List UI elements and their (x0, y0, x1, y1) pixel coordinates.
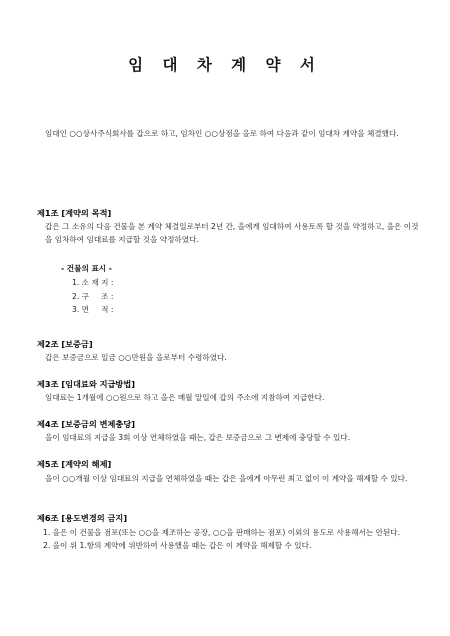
property-heading: - 건물의 표시 - (61, 264, 112, 273)
article-6-item-1: 1. 을은 이 건물을 점포(또는 ○○을 제조하는 공장, ○○을 판매하는 점포) 이외의 용도로 사용해서는 안된다. (43, 528, 401, 537)
article-3-heading: 제3조 [임대료와 지급방법] (37, 379, 135, 389)
article-5-heading: 제5조 [계약의 해제] (37, 459, 112, 469)
article-6-item-2: 2. 을이 위 1.항의 계약에 위반하여 사용했을 때는 갑은 이 계약을 해제할 수 있다. (43, 541, 312, 550)
article-3-body: 임대료는 1개월에 ○○원으로 하고 을은 매월 말일에 갑의 주소에 지참하여 지급한다. (45, 393, 325, 402)
property-item-area: 3. 면 적 : (72, 305, 114, 314)
article-1-heading: 제1조 [계약의 목적] (37, 208, 112, 218)
property-list (72, 276, 113, 317)
article-5-body: 을이 ○○개월 이상 임대료의 지급을 연체하였을 때는 갑은 을에게 아무런 최고 없이 이 계약을 해제할 수 있다. (45, 474, 408, 483)
article-2-heading: 제2조 [보증금] (37, 339, 93, 349)
article-4-heading: 제4조 [보증금의 변제충당] (37, 419, 135, 429)
article-4-body: 을이 임대료의 지급을 3회 이상 연체하였을 때는, 갑은 보증금으로 그 변제에 충당할 수 있다. (45, 433, 351, 442)
article-1-body: 갑은 그 소유의 다음 건물을 본 계약 체결일로부터 2년 간, 을에게 임대하여 사용토록 할 것을 약정하고, 을은 이것을 임차하여 임대료를 지급할 것을 약정하였다. (45, 222, 419, 244)
intro-paragraph: 임대인 ○○상사주식회사를 갑으로 하고, 임차인 ○○상점을 을로 하여 다음과 같이 임대차 계약을 체결했다. (45, 129, 399, 138)
document-title: 임 대 차 계 약 서 (128, 55, 322, 74)
article-6-heading: 제6조 [용도변경의 금지] (37, 513, 128, 523)
article-6-list (37, 526, 415, 552)
property-item-structure: 2. 구 조 : (72, 291, 114, 301)
article-2-body: 갑은 보증금으로 일금 ○○만원을 을로부터 수령하였다. (45, 353, 227, 362)
property-item-location: 1. 소 재 지 : (72, 278, 114, 287)
